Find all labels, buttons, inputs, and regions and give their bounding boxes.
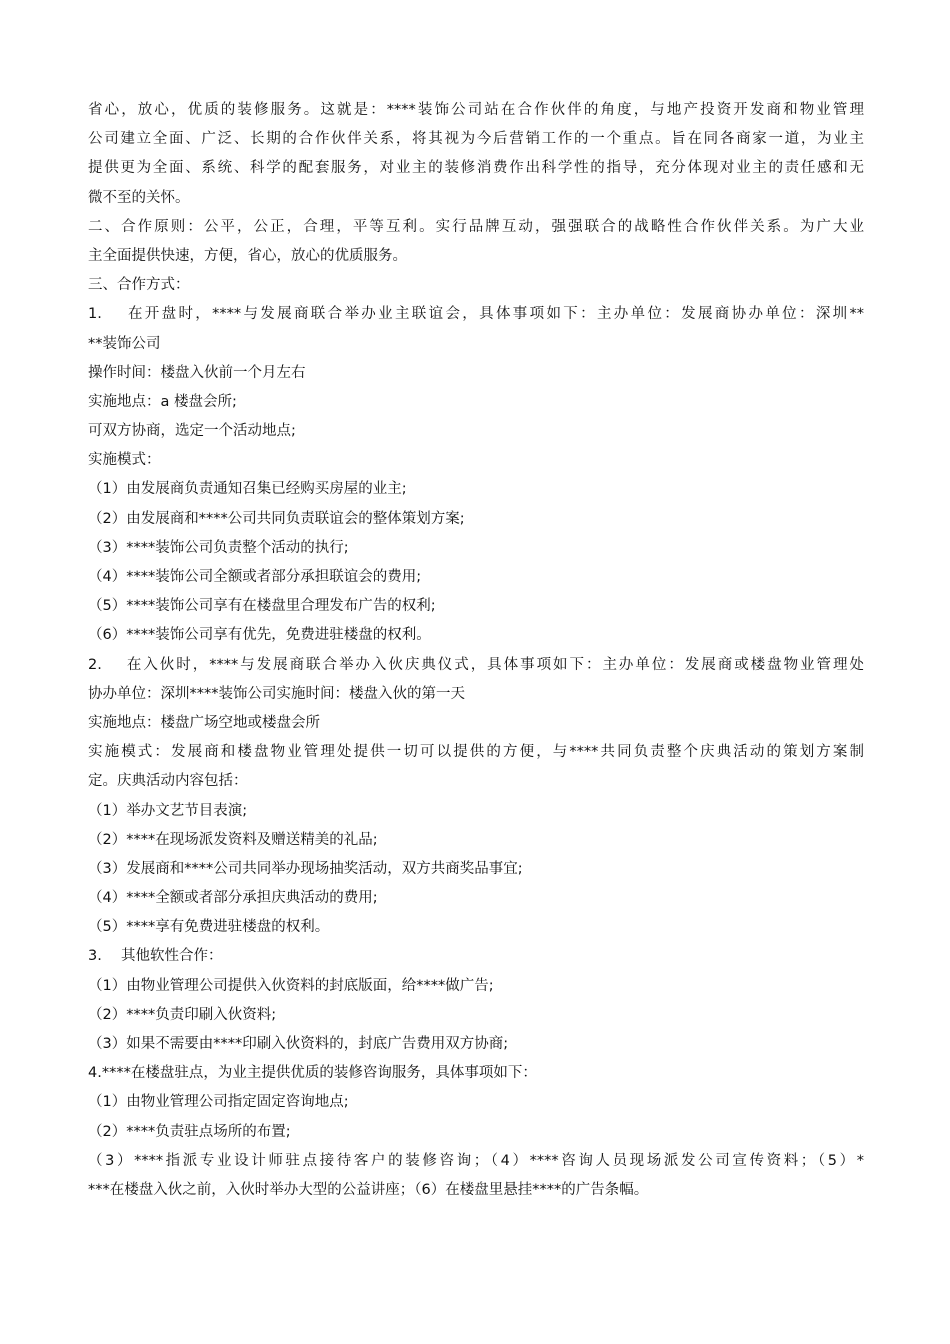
document-line: 三、合作方式： bbox=[88, 277, 190, 294]
document-line: 操作时间：楼盘入伙前一个月左右 bbox=[88, 364, 306, 381]
document-line: **装饰公司 bbox=[88, 335, 161, 352]
document-line: 实施地点：楼盘广场空地或楼盘会所 bbox=[88, 714, 320, 731]
document-line: （4）****装饰公司全额或者部分承担联谊会的费用; bbox=[88, 569, 422, 585]
document-line: （3）发展商和****公司共同举办现场抽奖活动，双方共商奖品事宜; bbox=[88, 860, 523, 877]
document-line: 1. 在开盘时，****与发展商联合举办业主联谊会，具体事项如下：主办单位：发展商协办单位：深圳** bbox=[88, 306, 864, 323]
document-line: 定。庆典活动内容包括： bbox=[88, 773, 248, 790]
document-page bbox=[88, 96, 864, 1205]
document-line: 3. 其他软性合作： bbox=[88, 948, 223, 965]
document-line: 实施模式：发展商和楼盘物业管理处提供一切可以提供的方便，与****共同负责整个庆典活动的策划方案制 bbox=[88, 744, 864, 761]
document-line: （3）****装饰公司负责整个活动的执行; bbox=[88, 539, 349, 556]
document-line: 实施模式： bbox=[88, 452, 161, 469]
document-line: （3）如果不需要由****印刷入伙资料的，封底广告费用双方协商; bbox=[88, 1036, 509, 1052]
document-line: （2）由发展商和****公司共同负责联谊会的整体策划方案; bbox=[88, 510, 465, 527]
document-line: 微不至的关怀。 bbox=[88, 189, 190, 206]
document-line: （4）****全额或者部分承担庆典活动的费用; bbox=[88, 890, 378, 907]
document-line: （2）****负责印刷入伙资料; bbox=[88, 1006, 277, 1023]
document-line: （1）举办文艺节目表演; bbox=[88, 802, 248, 819]
document-line: 提供更为全面、系统、科学的配套服务，对业主的装修消费作出科学性的指导，充分体现对业主的责任感和无 bbox=[88, 160, 864, 177]
document-line: （1）由物业管理公司指定固定咨询地点; bbox=[88, 1094, 349, 1111]
document-line: （5）****装饰公司享有在楼盘里合理发布广告的权利; bbox=[88, 598, 436, 615]
document-line: 实施地点：a 楼盘会所; bbox=[88, 393, 237, 410]
document-line: 2. 在入伙时，****与发展商联合举办入伙庆典仪式，具体事项如下：主办单位：发展商或楼盘物业管理处 bbox=[88, 656, 864, 673]
document-line: 二、合作原则：公平，公正，合理，平等互利。实行品牌互动，强强联合的战略性合作伙伴关系。为广大业 bbox=[88, 218, 864, 235]
document-line: （3）****指派专业设计师驻点接待客户的装修咨询；（4）****咨询人员现场派发公司宣传资料；（5）* bbox=[88, 1152, 864, 1169]
document-line: ***在楼盘入伙之前，入伙时举办大型的公益讲座；（6）在楼盘里悬挂****的广告条幅。 bbox=[88, 1181, 649, 1198]
document-line: （5）****享有免费进驻楼盘的权利。 bbox=[88, 919, 330, 936]
document-line: 4.****在楼盘驻点，为业主提供优质的装修咨询服务，具体事项如下： bbox=[88, 1065, 537, 1082]
document-line: 可双方协商，选定一个活动地点; bbox=[88, 423, 296, 440]
document-line: 协办单位：深圳****装饰公司实施时间：楼盘入伙的第一天 bbox=[88, 685, 465, 702]
document-line: 主全面提供快速，方便，省心，放心的优质服务。 bbox=[88, 247, 407, 264]
document-line: （2）****在现场派发资料及赠送精美的礼品; bbox=[88, 831, 378, 848]
document-line: （1）由物业管理公司提供入伙资料的封底版面，给****做广告; bbox=[88, 977, 494, 994]
document-line: （6）****装饰公司享有优先，免费进驻楼盘的权利。 bbox=[88, 627, 431, 644]
document-line: 省心，放心，优质的装修服务。这就是：****装饰公司站在合作伙伴的角度，与地产投资开发商和物业管理 bbox=[88, 102, 864, 118]
document-line: （1）由发展商负责通知召集已经购买房屋的业主; bbox=[88, 481, 407, 498]
document-line: 公司建立全面、广泛、长期的合作伙伴关系，将其视为今后营销工作的一个重点。旨在同各商家一道，为业主 bbox=[88, 131, 864, 148]
document-line: （2）****负责驻点场所的布置; bbox=[88, 1123, 291, 1140]
